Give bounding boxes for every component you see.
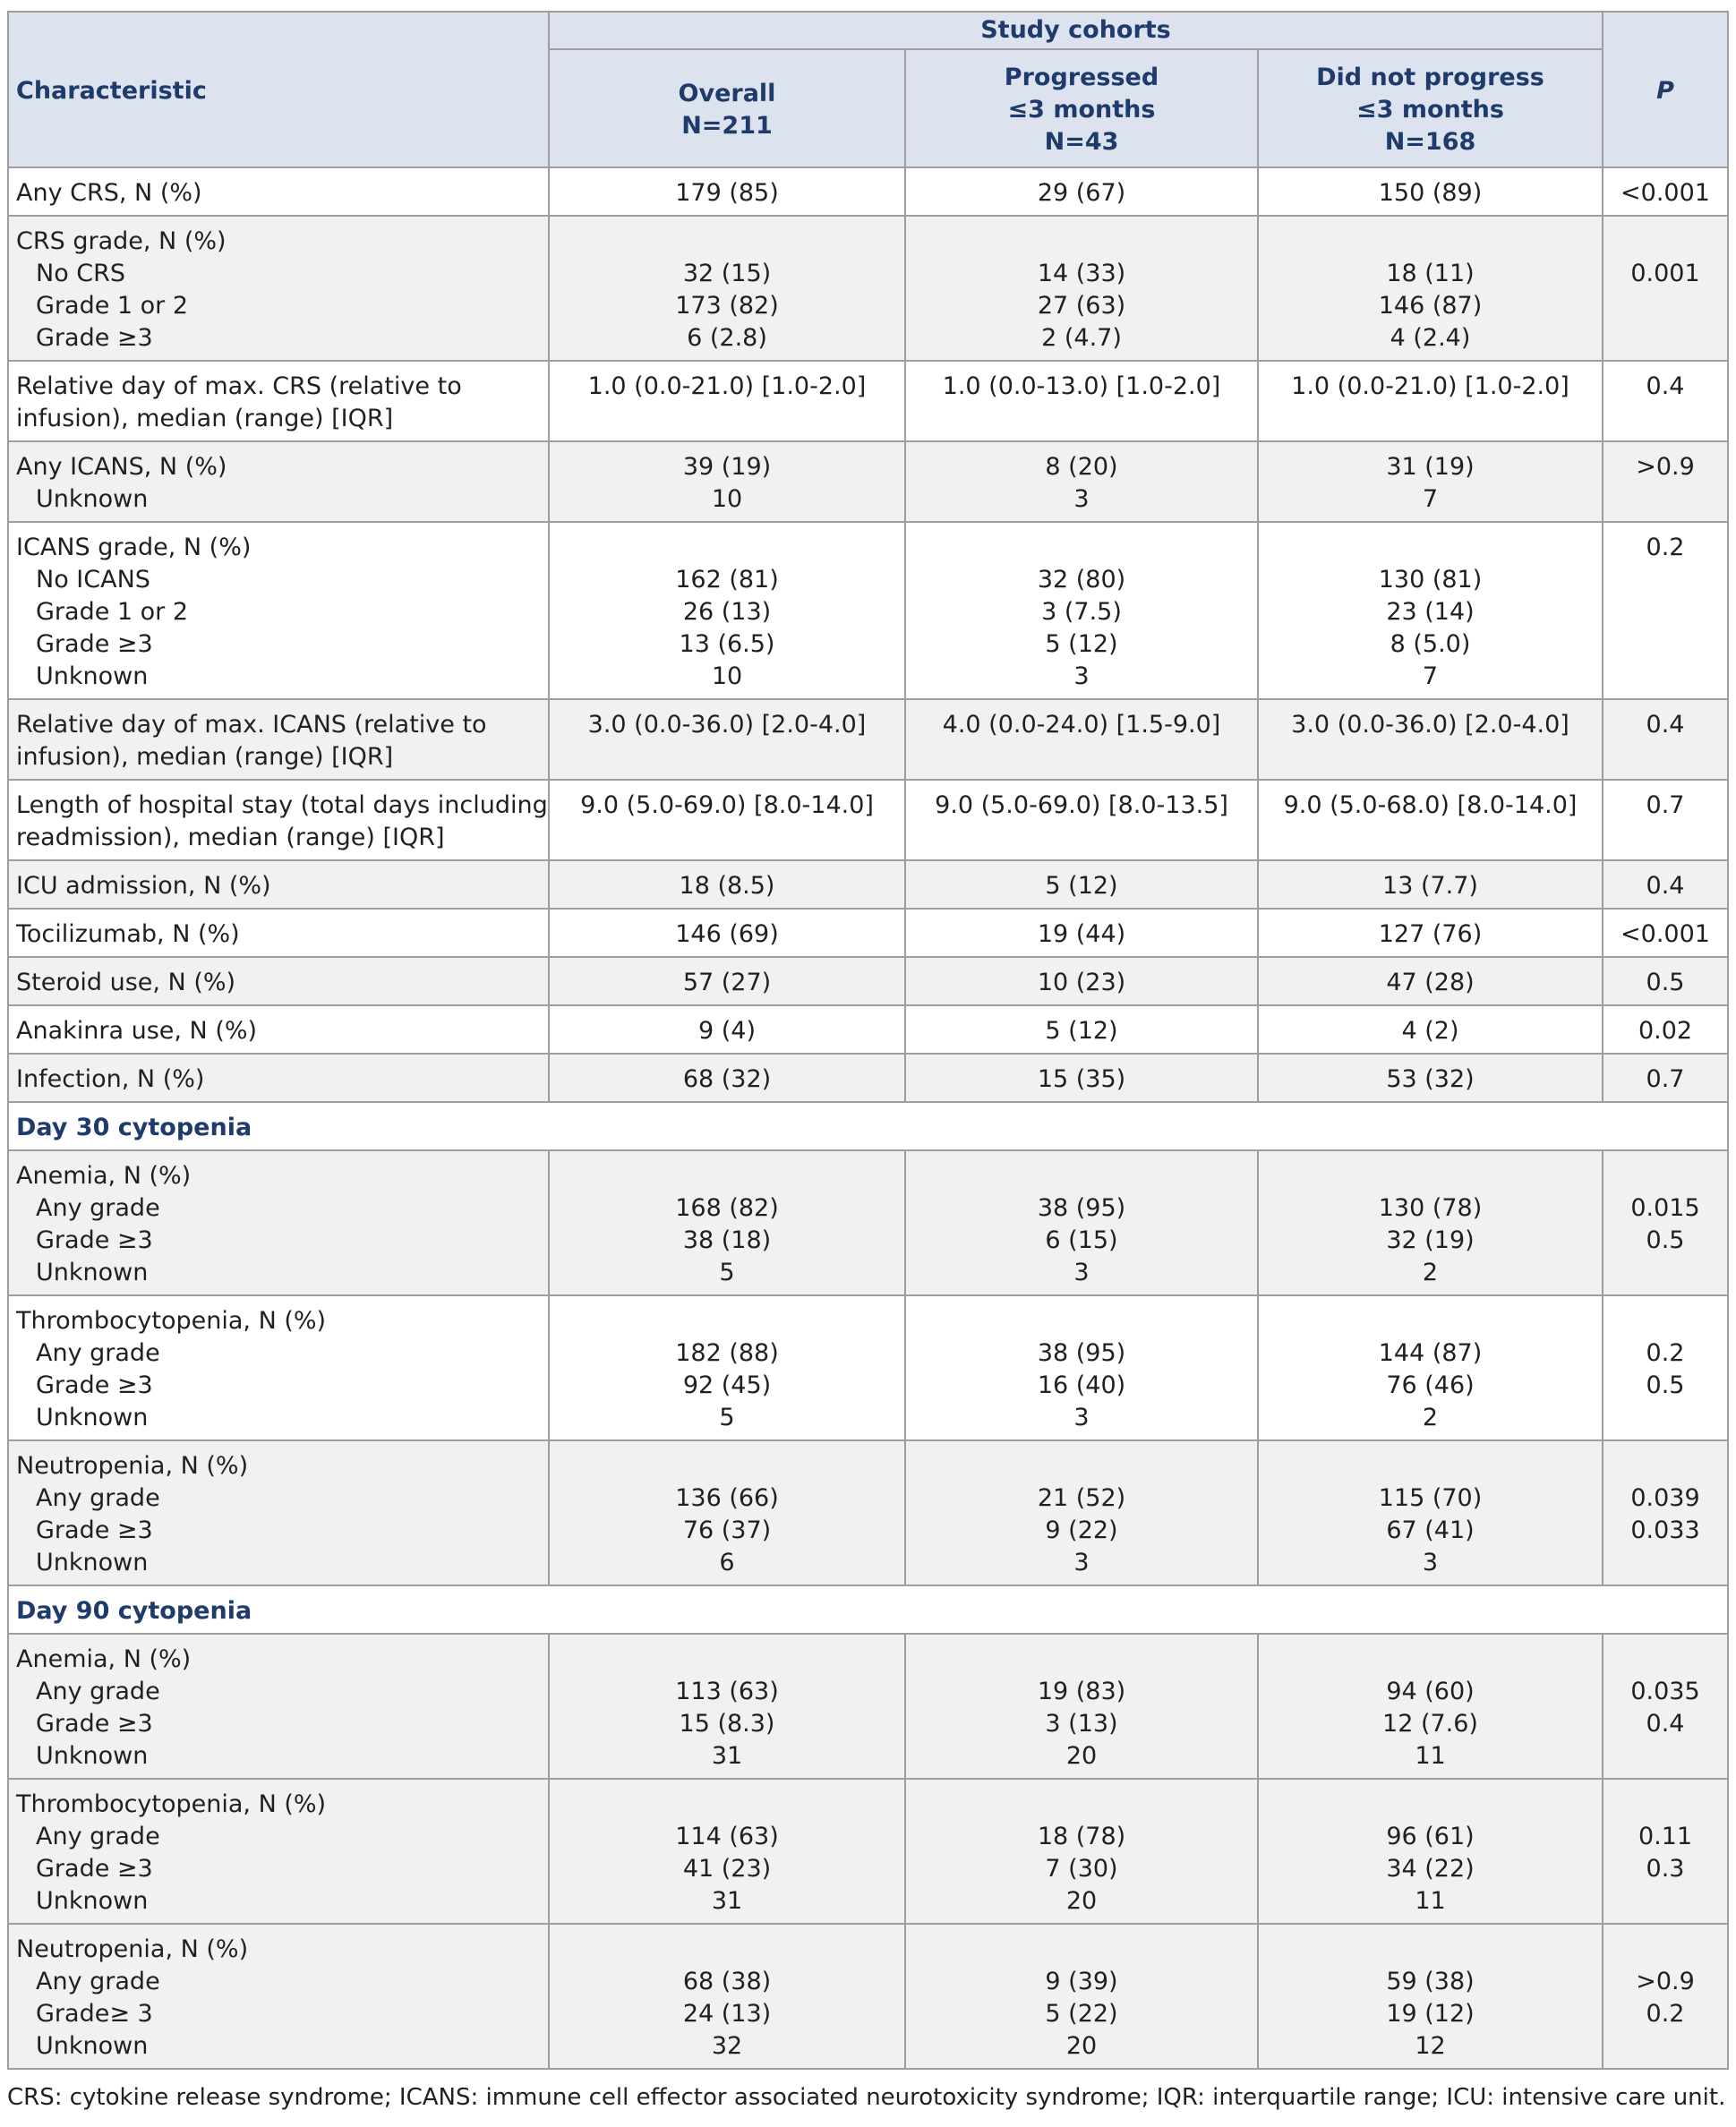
row-sublabel: Unknown bbox=[36, 1259, 149, 1286]
cell-value: 41 (23) bbox=[682, 1855, 772, 1883]
cell-not-progress bbox=[1258, 1779, 1603, 1924]
row-label-main: Anemia, N (%) bbox=[16, 1162, 192, 1190]
cell-progressed: 5 (12) bbox=[905, 1005, 1258, 1054]
table-row bbox=[8, 1150, 1728, 1295]
row-sublabel: No ICANS bbox=[36, 566, 150, 594]
row-sublabel: Unknown bbox=[36, 1404, 149, 1431]
cell-value: 12 (7.6) bbox=[1382, 1710, 1478, 1738]
cell-p bbox=[1603, 1150, 1728, 1295]
row-sublabel: Grade ≥3 bbox=[36, 1516, 153, 1544]
row-sublabel: Grade≥ 3 bbox=[36, 2000, 153, 2028]
table-row bbox=[8, 1295, 1728, 1440]
progressed-header-title: Progressed bbox=[1004, 64, 1159, 91]
section-title: Day 30 cytopenia bbox=[8, 1102, 1728, 1150]
row-label-line: Length of hospital stay (total days including bbox=[16, 791, 548, 819]
cell-progressed: 9.0 (5.0-69.0) [8.0-13.5] bbox=[905, 780, 1258, 860]
row-sublabel: Grade ≥3 bbox=[36, 1226, 153, 1254]
cell-overall: 18 (8.5) bbox=[549, 860, 905, 909]
section-title: Day 90 cytopenia bbox=[8, 1585, 1728, 1634]
cell-not-progress bbox=[1258, 441, 1603, 522]
cell-p: 0.02 bbox=[1603, 1005, 1728, 1054]
row-label-main: Neutropenia, N (%) bbox=[16, 1452, 249, 1480]
progressed-header-period: ≤3 months bbox=[1007, 96, 1156, 124]
cell-value: 18 (78) bbox=[1037, 1823, 1126, 1850]
table-row bbox=[8, 1054, 1728, 1102]
cell-value: 3 bbox=[1073, 1259, 1090, 1286]
cell-not-progress bbox=[1258, 522, 1603, 699]
cell-p: <0.001 bbox=[1603, 167, 1728, 216]
cell-value: 16 (40) bbox=[1037, 1371, 1126, 1399]
cell-value: 0.015 bbox=[1630, 1194, 1700, 1222]
row-sublabel: Any grade bbox=[36, 1484, 160, 1512]
cell-value: 5 (12) bbox=[1045, 630, 1118, 658]
cell-value: 14 (33) bbox=[1037, 260, 1126, 287]
table-row bbox=[8, 860, 1728, 909]
cell-p: 0.7 bbox=[1603, 1054, 1728, 1102]
cell-value: 114 (63) bbox=[675, 1823, 779, 1850]
table-row bbox=[8, 780, 1728, 860]
cell-value: 38 (18) bbox=[682, 1226, 772, 1254]
cell-value: 76 (46) bbox=[1386, 1371, 1475, 1399]
row-sublabel: No CRS bbox=[36, 260, 126, 287]
cell-value: 59 (38) bbox=[1386, 1968, 1475, 1995]
cell-value: 27 (63) bbox=[1037, 292, 1126, 320]
cell-value: 2 bbox=[1422, 1259, 1439, 1286]
cell-progressed: 15 (35) bbox=[905, 1054, 1258, 1102]
cell-value: 144 (87) bbox=[1378, 1339, 1483, 1367]
row-label-main: ICANS grade, N (%) bbox=[16, 534, 252, 561]
cell-overall bbox=[549, 1440, 905, 1585]
cell-progressed bbox=[905, 522, 1258, 699]
section-header-day30 bbox=[8, 1102, 1728, 1150]
cell-p: 0.4 bbox=[1603, 860, 1728, 909]
cell-value: 15 (8.3) bbox=[679, 1710, 775, 1738]
cell-progressed bbox=[905, 441, 1258, 522]
cell-value: 7 bbox=[1422, 485, 1439, 513]
cell-value: 0.035 bbox=[1630, 1678, 1700, 1705]
cell-value: >0.9 bbox=[1636, 1968, 1695, 1995]
cell-progressed bbox=[905, 216, 1258, 361]
row-sublabel: Grade 1 or 2 bbox=[36, 292, 189, 320]
cell-value: 8 (5.0) bbox=[1390, 630, 1471, 658]
header-row-1 bbox=[8, 12, 1728, 49]
cell-value: 6 bbox=[719, 1549, 735, 1576]
row-label: Tocilizumab, N (%) bbox=[8, 909, 549, 957]
cell-value: 21 (52) bbox=[1037, 1484, 1126, 1512]
cell-not-progress bbox=[1258, 1924, 1603, 2069]
cell-value: 0.3 bbox=[1646, 1855, 1685, 1883]
cell-overall bbox=[549, 1634, 905, 1779]
cell-value: 115 (70) bbox=[1378, 1484, 1483, 1512]
row-label bbox=[8, 216, 549, 361]
cell-p bbox=[1603, 1634, 1728, 1779]
cell-overall: 68 (32) bbox=[549, 1054, 905, 1102]
cell-not-progress bbox=[1258, 216, 1603, 361]
row-sublabel: Unknown bbox=[36, 1887, 149, 1915]
cell-value: 18 (11) bbox=[1386, 260, 1475, 287]
cell-progressed: 10 (23) bbox=[905, 957, 1258, 1005]
cell-value: 11 bbox=[1415, 1742, 1446, 1770]
cell-value: 94 (60) bbox=[1386, 1678, 1475, 1705]
cell-progressed bbox=[905, 1295, 1258, 1440]
row-sublabel: Any grade bbox=[36, 1194, 160, 1222]
cell-value: 3 (7.5) bbox=[1041, 598, 1122, 626]
cell-value: 34 (22) bbox=[1386, 1855, 1475, 1883]
cell-value: 24 (13) bbox=[682, 2000, 772, 2028]
row-label bbox=[8, 1295, 549, 1440]
cell-value: 76 (37) bbox=[682, 1516, 772, 1544]
cell-overall bbox=[549, 522, 905, 699]
cell-value: 6 (2.8) bbox=[687, 324, 767, 352]
row-label-main: Any ICANS, N (%) bbox=[16, 453, 227, 481]
cell-value: 67 (41) bbox=[1386, 1516, 1475, 1544]
row-label-line: Relative day of max. ICANS (relative to bbox=[16, 711, 487, 739]
cell-overall: 9 (4) bbox=[549, 1005, 905, 1054]
cell-value: 11 bbox=[1415, 1887, 1446, 1915]
overall-header bbox=[549, 49, 905, 167]
row-label bbox=[8, 1440, 549, 1585]
cell-value: 182 (88) bbox=[675, 1339, 779, 1367]
cell-p: <0.001 bbox=[1603, 909, 1728, 957]
cell-p bbox=[1603, 216, 1728, 361]
row-label-main: Thrombocytopenia, N (%) bbox=[16, 1307, 327, 1335]
cell-p: 0.4 bbox=[1603, 361, 1728, 441]
cell-not-progress: 47 (28) bbox=[1258, 957, 1603, 1005]
cell-value: 96 (61) bbox=[1386, 1823, 1475, 1850]
row-label: Infection, N (%) bbox=[8, 1054, 549, 1102]
cell-value: 3 bbox=[1073, 1549, 1090, 1576]
cell-overall: 9.0 (5.0-69.0) [8.0-14.0] bbox=[549, 780, 905, 860]
cell-overall: 146 (69) bbox=[549, 909, 905, 957]
overall-header-title: Overall bbox=[678, 80, 776, 107]
cell-overall: 1.0 (0.0-21.0) [1.0-2.0] bbox=[549, 361, 905, 441]
cell-value: 32 (80) bbox=[1037, 566, 1126, 594]
table-row bbox=[8, 1779, 1728, 1924]
row-label-line: infusion), median (range) [IQR] bbox=[16, 743, 394, 771]
cell-overall bbox=[549, 1150, 905, 1295]
table-row bbox=[8, 216, 1728, 361]
row-label bbox=[8, 522, 549, 699]
cell-p: 0.5 bbox=[1603, 957, 1728, 1005]
row-label-main: Thrombocytopenia, N (%) bbox=[16, 1790, 327, 1818]
cell-not-progress bbox=[1258, 1295, 1603, 1440]
cell-not-progress: 3.0 (0.0-36.0) [2.0-4.0] bbox=[1258, 699, 1603, 780]
cell-not-progress bbox=[1258, 1634, 1603, 1779]
cell-value: 19 (83) bbox=[1037, 1678, 1126, 1705]
cell-value: 8 (20) bbox=[1045, 453, 1118, 481]
row-sublabel: Any grade bbox=[36, 1968, 160, 1995]
cell-value: 3 bbox=[1073, 485, 1090, 513]
cell-value: 113 (63) bbox=[675, 1678, 779, 1705]
table-row bbox=[8, 1634, 1728, 1779]
row-label: Any CRS, N (%) bbox=[8, 167, 549, 216]
cell-value: 31 bbox=[711, 1887, 743, 1915]
table-row bbox=[8, 441, 1728, 522]
cell-value: 9 (39) bbox=[1045, 1968, 1118, 1995]
row-label bbox=[8, 780, 549, 860]
cell-p bbox=[1603, 1924, 1728, 2069]
table-row bbox=[8, 957, 1728, 1005]
cell-value: 5 (22) bbox=[1045, 2000, 1118, 2028]
cell-value: 0.033 bbox=[1630, 1516, 1700, 1544]
cell-value: 10 bbox=[711, 485, 743, 513]
cell-value: 23 (14) bbox=[1386, 598, 1475, 626]
cell-value: 20 bbox=[1065, 2032, 1098, 2060]
cell-value: 10 bbox=[711, 662, 743, 690]
cell-value: 32 (15) bbox=[682, 260, 772, 287]
row-label bbox=[8, 1924, 549, 2069]
cell-value: 26 (13) bbox=[682, 598, 772, 626]
row-label bbox=[8, 1634, 549, 1779]
row-sublabel: Unknown bbox=[36, 1549, 149, 1576]
cell-p: 0.2 bbox=[1603, 522, 1728, 699]
table-row bbox=[8, 909, 1728, 957]
row-sublabel: Grade ≥3 bbox=[36, 324, 153, 352]
cell-value: 20 bbox=[1065, 1887, 1098, 1915]
row-label-line: readmission), median (range) [IQR] bbox=[16, 824, 445, 851]
row-sublabel: Grade 1 or 2 bbox=[36, 598, 189, 626]
cell-not-progress: 127 (76) bbox=[1258, 909, 1603, 957]
cell-progressed bbox=[905, 1924, 1258, 2069]
cell-progressed bbox=[905, 1634, 1258, 1779]
study-cohorts-header: Study cohorts bbox=[549, 12, 1603, 49]
cell-overall bbox=[549, 216, 905, 361]
cell-p: 0.4 bbox=[1603, 699, 1728, 780]
cell-not-progress bbox=[1258, 1150, 1603, 1295]
characteristic-header: Characteristic bbox=[8, 12, 549, 167]
cell-p bbox=[1603, 1295, 1728, 1440]
cell-value: 146 (87) bbox=[1378, 292, 1483, 320]
cell-p bbox=[1603, 1440, 1728, 1585]
cell-value: 13 (6.5) bbox=[679, 630, 775, 658]
cell-value: 3 bbox=[1073, 1404, 1090, 1431]
table-row bbox=[8, 1924, 1728, 2069]
cell-value: 92 (45) bbox=[682, 1371, 772, 1399]
cell-value: 38 (95) bbox=[1037, 1339, 1126, 1367]
cell-value: 19 (12) bbox=[1386, 2000, 1475, 2028]
cell-value: 2 (4.7) bbox=[1041, 324, 1122, 352]
cell-progressed: 19 (44) bbox=[905, 909, 1258, 957]
row-sublabel: Unknown bbox=[36, 485, 149, 513]
row-label bbox=[8, 1779, 549, 1924]
cell-progressed: 29 (67) bbox=[905, 167, 1258, 216]
cell-value: 3 bbox=[1073, 662, 1090, 690]
table-row bbox=[8, 522, 1728, 699]
row-sublabel: Grade ≥3 bbox=[36, 1710, 153, 1738]
cell-value: 4 (2.4) bbox=[1390, 324, 1471, 352]
row-sublabel: Grade ≥3 bbox=[36, 1855, 153, 1883]
row-label-main: Anemia, N (%) bbox=[16, 1645, 192, 1673]
cell-overall bbox=[549, 1295, 905, 1440]
not-progress-header-title: Did not progress bbox=[1316, 64, 1544, 91]
p-value-header: P bbox=[1603, 12, 1728, 167]
table-footnote: CRS: cytokine release syndrome; ICANS: immune cell effector associated neurotoxicity syndrome; IQR: interquartile range; ICU: intensive care unit. bbox=[7, 2084, 1726, 2111]
cell-value: 7 bbox=[1422, 662, 1439, 690]
cell-value: 12 bbox=[1415, 2032, 1446, 2060]
cell-value: 5 bbox=[719, 1259, 735, 1286]
row-label bbox=[8, 441, 549, 522]
cell-overall bbox=[549, 441, 905, 522]
cell-value: 9 (22) bbox=[1045, 1516, 1118, 1544]
row-sublabel: Any grade bbox=[36, 1339, 160, 1367]
row-sublabel: Unknown bbox=[36, 1742, 149, 1770]
cell-value: 2 bbox=[1422, 1404, 1439, 1431]
cell-value: 68 (38) bbox=[682, 1968, 772, 1995]
table-row bbox=[8, 167, 1728, 216]
cell-overall: 179 (85) bbox=[549, 167, 905, 216]
cell-value: 168 (82) bbox=[675, 1194, 779, 1222]
row-label: Steroid use, N (%) bbox=[8, 957, 549, 1005]
cell-not-progress: 4 (2) bbox=[1258, 1005, 1603, 1054]
row-sublabel: Any grade bbox=[36, 1678, 160, 1705]
cell-value: 20 bbox=[1065, 1742, 1098, 1770]
cell-progressed bbox=[905, 1440, 1258, 1585]
overall-header-n: N=211 bbox=[681, 112, 773, 140]
cell-value: 0.001 bbox=[1630, 260, 1700, 287]
section-header-day90 bbox=[8, 1585, 1728, 1634]
outcomes-table bbox=[7, 11, 1729, 2070]
row-sublabel: Grade ≥3 bbox=[36, 1371, 153, 1399]
cell-value: 31 (19) bbox=[1386, 453, 1475, 481]
table-row bbox=[8, 1440, 1728, 1585]
cell-not-progress: 1.0 (0.0-21.0) [1.0-2.0] bbox=[1258, 361, 1603, 441]
cell-value: 173 (82) bbox=[675, 292, 779, 320]
cell-value: 6 (15) bbox=[1045, 1226, 1118, 1254]
cell-not-progress bbox=[1258, 1440, 1603, 1585]
cell-p bbox=[1603, 1779, 1728, 1924]
row-sublabel: Any grade bbox=[36, 1823, 160, 1850]
cell-not-progress: 53 (32) bbox=[1258, 1054, 1603, 1102]
cell-value: 39 (19) bbox=[682, 453, 772, 481]
row-sublabel: Unknown bbox=[36, 662, 149, 690]
cell-value: 130 (78) bbox=[1378, 1194, 1483, 1222]
row-label-line: Relative day of max. CRS (relative to bbox=[16, 372, 462, 400]
cell-value: 0.5 bbox=[1646, 1226, 1685, 1254]
row-label-line: infusion), median (range) [IQR] bbox=[16, 405, 394, 432]
row-label bbox=[8, 699, 549, 780]
cell-value: 31 bbox=[711, 1742, 743, 1770]
row-label-main: Neutropenia, N (%) bbox=[16, 1935, 249, 1963]
table-row bbox=[8, 1005, 1728, 1054]
cell-overall: 3.0 (0.0-36.0) [2.0-4.0] bbox=[549, 699, 905, 780]
cell-p: 0.7 bbox=[1603, 780, 1728, 860]
cell-value: 0.4 bbox=[1646, 1710, 1685, 1738]
cell-progressed: 1.0 (0.0-13.0) [1.0-2.0] bbox=[905, 361, 1258, 441]
cell-value: 3 (13) bbox=[1045, 1710, 1118, 1738]
progressed-header-n: N=43 bbox=[1044, 128, 1119, 156]
not-progress-header-n: N=168 bbox=[1384, 128, 1476, 156]
cell-value: 38 (95) bbox=[1037, 1194, 1126, 1222]
table-row bbox=[8, 361, 1728, 441]
not-progress-header-period: ≤3 months bbox=[1356, 96, 1504, 124]
not-progress-header bbox=[1258, 49, 1603, 167]
cell-p: >0.9 bbox=[1603, 441, 1728, 522]
cell-value: 0.11 bbox=[1638, 1823, 1693, 1850]
cell-progressed: 5 (12) bbox=[905, 860, 1258, 909]
table-row bbox=[8, 699, 1728, 780]
cell-not-progress: 9.0 (5.0-68.0) [8.0-14.0] bbox=[1258, 780, 1603, 860]
cell-overall bbox=[549, 1924, 905, 2069]
row-sublabel: Unknown bbox=[36, 2032, 149, 2060]
cell-not-progress: 13 (7.7) bbox=[1258, 860, 1603, 909]
row-label: ICU admission, N (%) bbox=[8, 860, 549, 909]
row-sublabel: Grade ≥3 bbox=[36, 630, 153, 658]
progressed-header bbox=[905, 49, 1258, 167]
row-label-main: CRS grade, N (%) bbox=[16, 227, 227, 255]
cell-overall bbox=[549, 1779, 905, 1924]
cell-not-progress: 150 (89) bbox=[1258, 167, 1603, 216]
cell-value: 162 (81) bbox=[675, 566, 779, 594]
cell-progressed: 4.0 (0.0-24.0) [1.5-9.0] bbox=[905, 699, 1258, 780]
cell-value: 130 (81) bbox=[1378, 566, 1483, 594]
cell-value: 32 bbox=[711, 2032, 743, 2060]
row-label bbox=[8, 1150, 549, 1295]
row-label bbox=[8, 361, 549, 441]
cell-progressed bbox=[905, 1779, 1258, 1924]
cell-value: 0.2 bbox=[1646, 1339, 1685, 1367]
cell-value: 3 bbox=[1422, 1549, 1439, 1576]
cell-value: 0.5 bbox=[1646, 1371, 1685, 1399]
cell-value: 136 (66) bbox=[675, 1484, 779, 1512]
cell-overall: 57 (27) bbox=[549, 957, 905, 1005]
row-label: Anakinra use, N (%) bbox=[8, 1005, 549, 1054]
results-table-container bbox=[7, 11, 1727, 2070]
cell-progressed bbox=[905, 1150, 1258, 1295]
cell-value: 5 bbox=[719, 1404, 735, 1431]
cell-value: 0.2 bbox=[1646, 2000, 1685, 2028]
cell-value: 0.039 bbox=[1630, 1484, 1700, 1512]
cell-value: 32 (19) bbox=[1386, 1226, 1475, 1254]
cell-value: 7 (30) bbox=[1045, 1855, 1118, 1883]
